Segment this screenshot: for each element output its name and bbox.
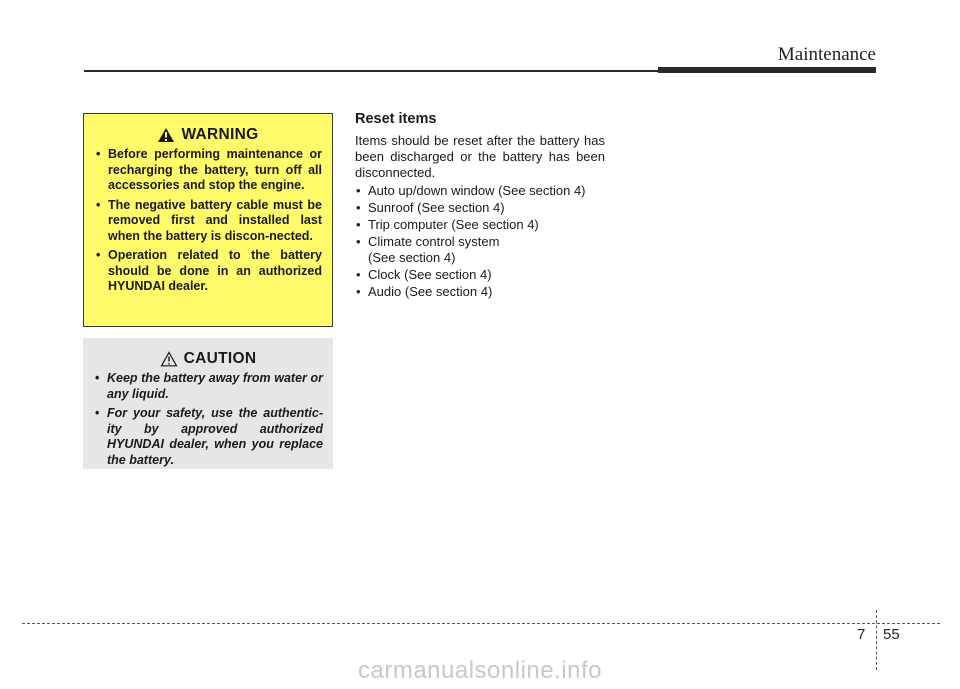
list-item: • Clock (See section 4) [355,267,605,283]
reset-items-list [355,183,605,300]
page-number: 55 [883,626,900,643]
reset-items-intro: Items should be reset after the battery has been discharged or the battery has been disconnected. [355,133,605,180]
caution-box [83,338,333,469]
warning-item: • Before performing maintenance or recharging the battery, turn off all accessories and stop the engine. [94,147,322,194]
caution-item: • Keep the battery away from water or any liquid. [93,371,323,402]
header-rule-thick [658,67,876,73]
page-header-title: Maintenance [777,44,876,65]
warning-list [94,147,322,295]
warning-heading [94,126,322,144]
reset-items-title: Reset items [355,111,437,127]
caution-item: • For your safety, use the authentic-ity by approved authorized HYUNDAI dealer, when you replace the battery. [93,406,323,468]
list-item: • Auto up/down window (See section 4) [355,183,605,199]
warning-item: • Operation related to the battery should be done in an authorized HYUNDAI dealer. [94,248,322,295]
footer-dashed-rule [22,623,940,624]
list-item: • Audio (See section 4) [355,284,605,300]
caution-heading [93,350,323,368]
warning-item: • The negative battery cable must be removed first and installed last when the battery is discon-nected. [94,198,322,245]
chapter-number: 7 [857,626,866,643]
caution-triangle-icon [160,351,178,367]
warning-heading-text: WARNING [181,126,259,143]
list-item: • Trip computer (See section 4) [355,217,605,233]
warning-triangle-icon [157,127,175,143]
header-rule-thin [84,70,658,72]
reset-items-section [355,111,605,301]
caution-heading-text: CAUTION [183,350,257,367]
list-item: • Climate control system (See section 4) [355,234,528,266]
caution-list [93,371,323,468]
warning-box [83,113,333,327]
watermark: carmanualsonline.info [358,657,602,684]
list-item: • Sunroof (See section 4) [355,200,605,216]
